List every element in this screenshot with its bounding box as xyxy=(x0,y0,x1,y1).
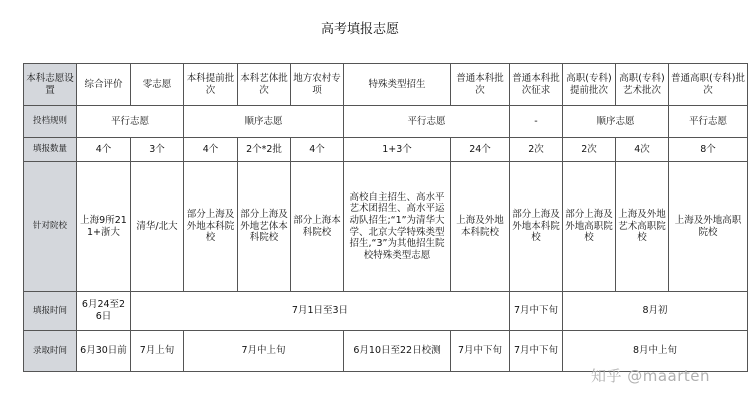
target-cell: 部分上海及外地艺体本科院校 xyxy=(238,162,291,292)
target-cell: 部分上海及外地高职院校 xyxy=(563,162,616,292)
admission-table xyxy=(23,63,748,372)
column-header: 本科艺体批次 xyxy=(238,64,291,106)
admit-time-cell: 7月中下旬 xyxy=(510,331,563,372)
column-header: 普通高职(专科)批次 xyxy=(669,64,748,106)
target-cell: 部分上海本科院校 xyxy=(291,162,344,292)
count-cell: 24个 xyxy=(451,138,510,162)
row-label-fill-time: 填报时间 xyxy=(24,292,77,331)
rule-cell: 顺序志愿 xyxy=(563,106,669,138)
row-label-setting: 本科志愿设置 xyxy=(24,64,77,106)
admit-time-cell: 7月中上旬 xyxy=(184,331,344,372)
target-cell: 部分上海及外地本科院校 xyxy=(184,162,238,292)
admit-time-cell: 8月中上旬 xyxy=(563,331,748,372)
admit-time-cell: 6月30日前 xyxy=(77,331,131,372)
column-header: 本科提前批次 xyxy=(184,64,238,106)
count-cell: 4个 xyxy=(184,138,238,162)
row-label-rule: 投档规则 xyxy=(24,106,77,138)
table-row-rule xyxy=(24,106,748,138)
admit-time-cell: 6月10日至22日校测 xyxy=(344,331,451,372)
admit-time-cell: 7月中下旬 xyxy=(451,331,510,372)
column-header: 高职(专科)艺术批次 xyxy=(616,64,669,106)
column-header: 地方农村专项 xyxy=(291,64,344,106)
fill-time-cell: 8月初 xyxy=(563,292,748,331)
count-cell: 2次 xyxy=(510,138,563,162)
row-label-admit-time: 录取时间 xyxy=(24,331,77,372)
table-row-target xyxy=(24,162,748,292)
count-cell: 3个 xyxy=(131,138,184,162)
count-cell: 4个 xyxy=(77,138,131,162)
target-cell: 上海及外地本科院校 xyxy=(451,162,510,292)
target-cell: 上海及外地艺术高职院校 xyxy=(616,162,669,292)
target-cell: 上海9所211+浙大 xyxy=(77,162,131,292)
fill-time-cell: 7月1日至3日 xyxy=(131,292,510,331)
rule-cell: 平行志愿 xyxy=(77,106,184,138)
rule-cell: 平行志愿 xyxy=(669,106,748,138)
admit-time-cell: 7月上旬 xyxy=(131,331,184,372)
page-title: 高考填报志愿 xyxy=(320,22,399,37)
count-cell: 2次 xyxy=(563,138,616,162)
column-header: 特殊类型招生 xyxy=(344,64,451,106)
column-header: 高职(专科)提前批次 xyxy=(563,64,616,106)
count-cell: 4个 xyxy=(291,138,344,162)
column-header: 普通本科批次 xyxy=(451,64,510,106)
column-header: 普通本科批次征求 xyxy=(510,64,563,106)
count-cell: 2个*2批 xyxy=(238,138,291,162)
column-header: 综合评价 xyxy=(77,64,131,106)
table-row-count xyxy=(24,138,748,162)
table-row-fill-time xyxy=(24,292,748,331)
fill-time-cell: 7月中下旬 xyxy=(510,292,563,331)
count-cell: 4次 xyxy=(616,138,669,162)
count-cell: 1+3个 xyxy=(344,138,451,162)
rule-cell: - xyxy=(510,106,563,138)
table-header-row xyxy=(24,64,748,106)
rule-cell: 顺序志愿 xyxy=(184,106,344,138)
watermark: 知乎 @maarten xyxy=(590,367,710,385)
target-cell: 清华/北大 xyxy=(131,162,184,292)
row-label-target: 针对院校 xyxy=(24,162,77,292)
target-cell: 上海及外地高职院校 xyxy=(669,162,748,292)
rule-cell: 平行志愿 xyxy=(344,106,510,138)
row-label-count: 填报数量 xyxy=(24,138,77,162)
target-cell: 高校自主招生、高水平艺术团招生、高水平运动队招生;“1”为清华大学、北京大学特殊类型招生,“3”为其他招生院校特殊类型志愿 xyxy=(344,162,451,292)
fill-time-cell: 6月24至26日 xyxy=(77,292,131,331)
target-cell: 部分上海及外地本科院校 xyxy=(510,162,563,292)
column-header: 零志愿 xyxy=(131,64,184,106)
count-cell: 8个 xyxy=(669,138,748,162)
